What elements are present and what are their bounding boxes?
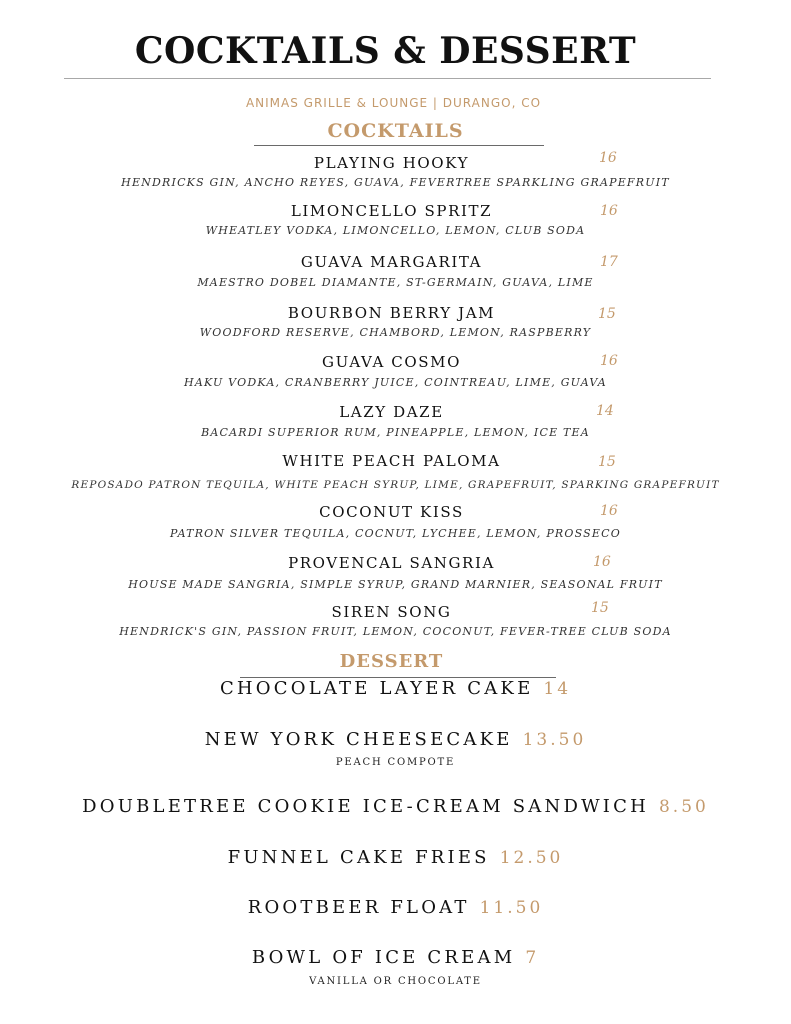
cocktail-description: HAKU VODKA, CRANBERRY JUICE, COINTREAU, LIME, GUAVA (184, 376, 607, 389)
cocktail-name: SIREN SONG (331, 603, 452, 621)
cocktails-heading-divider (254, 145, 544, 146)
dessert-name: BOWL OF ICE CREAM (251, 947, 516, 968)
cocktail-name: LAZY DAZE (339, 403, 444, 421)
dessert-note: PEACH COMPOTE (335, 757, 456, 768)
dessert-price: 7 (525, 948, 540, 968)
cocktail-description: WHEATLEY VODKA, LIMONCELLO, LEMON, CLUB SODA (205, 224, 586, 237)
cocktail-name: WHITE PEACH PALOMA (282, 452, 501, 470)
cocktail-description: WOODFORD RESERVE, CHAMBORD, LEMON, RASPBERRY (199, 326, 592, 339)
cocktail-description: HENDRICK'S GIN, PASSION FRUIT, LEMON, COCONUT, FEVER-TREE CLUB SODA (119, 625, 672, 638)
cocktail-description: BACARDI SUPERIOR RUM, PINEAPPLE, LEMON, ICE TEA (201, 426, 590, 439)
dessert-price: 12.50 (499, 848, 564, 868)
dessert-price: 13.50 (522, 730, 587, 750)
cocktail-name: BOURBON BERRY JAM (287, 304, 496, 322)
cocktail-name: PROVENCAL SANGRIA (288, 554, 495, 572)
cocktail-name: COCONUT KISS (319, 503, 464, 521)
cocktail-description: HENDRICKS GIN, ANCHO REYES, GUAVA, FEVERTREE SPARKLING GRAPEFRUIT (121, 176, 670, 189)
dessert-item (0, 678, 791, 699)
cocktail-price: 16 (599, 150, 617, 166)
cocktail-description: MAESTRO DOBEL DIAMANTE, ST-GERMAIN, GUAVA, LIME (197, 276, 594, 289)
dessert-item (0, 947, 791, 968)
dessert-item (0, 729, 791, 750)
dessert-heading: DESSERT (339, 651, 444, 672)
dessert-item (0, 796, 791, 817)
cocktail-name: GUAVA COSMO (322, 353, 461, 371)
title-divider (64, 78, 711, 79)
cocktail-price: 15 (598, 306, 616, 322)
dessert-name: FUNNEL CAKE FRIES (227, 847, 490, 868)
dessert-note: VANILLA OR CHOCOLATE (309, 976, 482, 987)
cocktail-price: 15 (598, 454, 616, 470)
dessert-price: 11.50 (479, 898, 544, 918)
cocktail-price: 14 (596, 403, 614, 419)
cocktail-description: REPOSADO PATRON TEQUILA, WHITE PEACH SYRUP, LIME, GRAPEFRUIT, SPARKING GRAPEFRUIT (71, 479, 720, 491)
page-title: COCKTAILS & DESSERT (134, 30, 637, 72)
cocktail-name: LIMONCELLO SPRITZ (290, 202, 493, 220)
cocktail-price: 16 (600, 503, 618, 519)
cocktail-name: GUAVA MARGARITA (300, 253, 483, 271)
cocktail-description: PATRON SILVER TEQUILA, COCNUT, LYCHEE, LEMON, PROSSECO (170, 527, 621, 540)
cocktail-price: 15 (591, 600, 609, 616)
cocktail-price: 17 (600, 254, 618, 270)
dessert-name: NEW YORK CHEESECAKE (204, 729, 513, 750)
cocktail-price: 16 (600, 353, 618, 369)
dessert-item (0, 897, 791, 918)
cocktail-price: 16 (600, 203, 618, 219)
cocktail-price: 16 (593, 554, 611, 570)
cocktail-name: PLAYING HOOKY (313, 154, 470, 172)
cocktail-description: HOUSE MADE SANGRIA, SIMPLE SYRUP, GRAND MARNIER, SEASONAL FRUIT (128, 578, 663, 591)
dessert-price: 8.50 (658, 797, 709, 817)
dessert-name: ROOTBEER FLOAT (247, 897, 470, 918)
dessert-price: 14 (543, 679, 572, 699)
cocktails-heading: COCKTAILS (327, 120, 464, 142)
dessert-name: CHOCOLATE LAYER CAKE (219, 678, 534, 699)
restaurant-subtitle: ANIMAS GRILLE & LOUNGE | DURANGO, CO (245, 96, 542, 110)
dessert-item (0, 847, 791, 868)
dessert-name: DOUBLETREE COOKIE ICE-CREAM SANDWICH (82, 796, 649, 817)
